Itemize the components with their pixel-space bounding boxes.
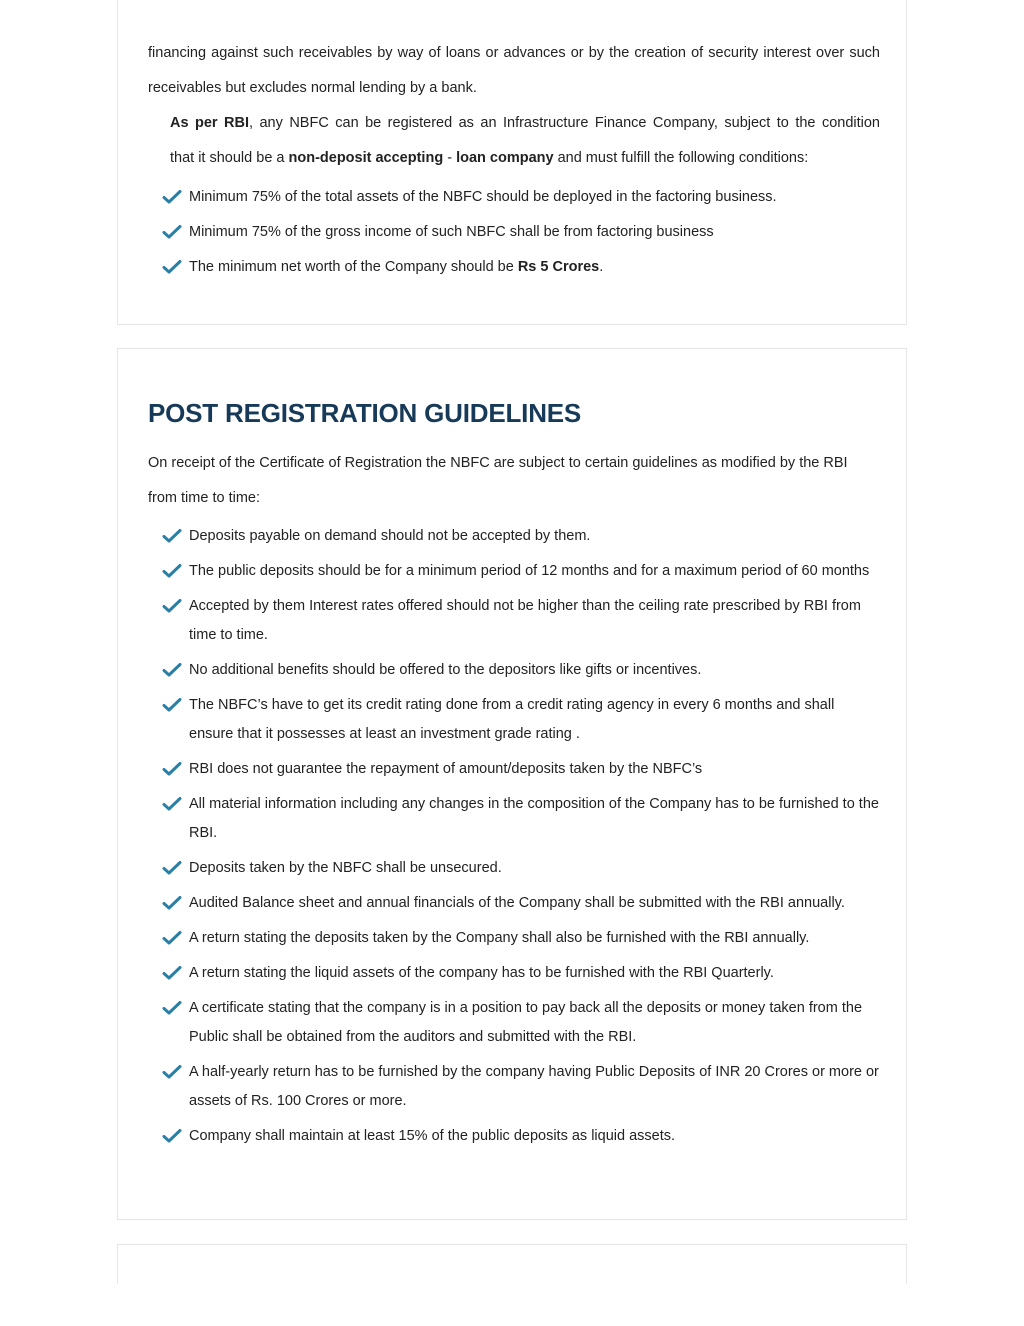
networth-text: The minimum net worth of the Company should be bbox=[189, 259, 518, 275]
check-icon bbox=[162, 224, 182, 240]
list-item bbox=[162, 755, 882, 784]
networth-amount: Rs 5 Crores bbox=[517, 259, 600, 275]
check-icon bbox=[162, 598, 182, 614]
list-item bbox=[162, 691, 882, 749]
conditions-list bbox=[162, 183, 882, 288]
condition-text: Minimum 75% of the total assets of the NBFC should be deployed in the factoring business. bbox=[189, 189, 777, 205]
check-icon bbox=[162, 965, 182, 981]
list-item bbox=[162, 656, 882, 685]
list-item bbox=[162, 994, 882, 1052]
check-icon bbox=[162, 259, 182, 275]
rbi-text-1: , any NBFC can be registered as an Infrastructure Finance Company, subject to the condition bbox=[249, 115, 880, 131]
list-item bbox=[162, 522, 882, 551]
rbi-bold: As per RBI bbox=[170, 115, 249, 131]
guideline-text: No additional benefits should be offered to the depositors like gifts or incentives. bbox=[189, 662, 702, 678]
check-icon bbox=[162, 860, 182, 876]
check-icon bbox=[162, 528, 182, 544]
list-item bbox=[162, 218, 882, 247]
check-icon bbox=[162, 563, 182, 579]
guideline-text: A return stating the deposits taken by the Company shall also be furnished with the RBI annually. bbox=[189, 930, 810, 946]
guideline-text: Audited Balance sheet and annual financials of the Company shall be submitted with the RBI annually. bbox=[189, 895, 845, 911]
guideline-text: Deposits payable on demand should not be accepted by them. bbox=[189, 528, 591, 544]
guideline-text: Accepted by them Interest rates offered should not be higher than the ceiling rate prescribed by RBI from time to time. bbox=[189, 598, 861, 643]
check-icon bbox=[162, 662, 182, 678]
check-icon bbox=[162, 1000, 182, 1016]
list-item bbox=[162, 1122, 882, 1151]
guideline-text: The NBFC’s have to get its credit rating done from a credit rating agency in every 6 months and shall ensure that it possesses at least an investment grade rating . bbox=[189, 697, 835, 742]
guideline-text: All material information including any changes in the composition of the Company has to be furnished to the RBI. bbox=[189, 796, 879, 841]
intro-line-1: financing against such receivables by way of loans or advances or by the creation of security interest over such bbox=[148, 45, 880, 61]
rbi-text-2: that it should be a bbox=[170, 150, 289, 166]
list-item bbox=[162, 924, 882, 953]
guideline-text: Deposits taken by the NBFC shall be unsecured. bbox=[189, 860, 502, 876]
guideline-text: A certificate stating that the company is in a position to pay back all the deposits or money taken from the Public shall be obtained from the auditors and submitted with the RBI. bbox=[189, 1000, 863, 1045]
list-item bbox=[162, 854, 882, 883]
list-item bbox=[162, 183, 882, 212]
guidelines-intro-line-2: from time to time: bbox=[148, 490, 260, 506]
networth-end: . bbox=[599, 259, 604, 275]
check-icon bbox=[162, 189, 182, 205]
guideline-text: A return stating the liquid assets of the company has to be furnished with the RBI Quarterly. bbox=[189, 965, 774, 981]
section-card-post-registration bbox=[117, 348, 907, 1220]
check-icon bbox=[162, 697, 182, 713]
check-icon bbox=[162, 1128, 182, 1144]
check-icon bbox=[162, 895, 182, 911]
section-card-next bbox=[117, 1244, 907, 1284]
guideline-text: A half-yearly return has to be furnished by the company having Public Deposits of INR 20 Crores or more or assets of Rs. 100 Crores or more. bbox=[189, 1064, 879, 1109]
guidelines-list bbox=[162, 522, 882, 1157]
intro-line-2: receivables but excludes normal lending by a bank. bbox=[148, 80, 477, 96]
check-icon bbox=[162, 930, 182, 946]
section-title: POST REGISTRATION GUIDELINES bbox=[148, 398, 582, 428]
list-item bbox=[162, 959, 882, 988]
guideline-text: RBI does not guarantee the repayment of amount/deposits taken by the NBFC’s bbox=[189, 761, 703, 777]
check-icon bbox=[162, 761, 182, 777]
list-item bbox=[162, 1058, 882, 1116]
list-item bbox=[162, 253, 882, 282]
guidelines-intro-line-1: On receipt of the Certificate of Registration the NBFC are subject to certain guidelines as modified by the RBI bbox=[148, 455, 848, 471]
list-item bbox=[162, 790, 882, 848]
rbi-separator: - bbox=[443, 150, 457, 166]
list-item bbox=[162, 889, 882, 918]
section-card-factoring bbox=[117, 0, 907, 325]
rbi-paragraph-line-2 bbox=[170, 141, 880, 176]
guideline-text: The public deposits should be for a minimum period of 12 months and for a maximum period of 60 months bbox=[189, 563, 870, 579]
list-item bbox=[162, 557, 882, 586]
check-icon bbox=[162, 1064, 182, 1080]
non-deposit-bold: non-deposit accepting bbox=[288, 150, 444, 166]
guideline-text: Company shall maintain at least 15% of the public deposits as liquid assets. bbox=[189, 1128, 676, 1144]
rbi-paragraph-line-1 bbox=[170, 106, 880, 141]
condition-text: Minimum 75% of the gross income of such NBFC shall be from factoring business bbox=[189, 224, 714, 240]
rbi-text-3: and must fulfill the following conditions: bbox=[553, 150, 809, 166]
loan-company-bold: loan company bbox=[456, 150, 554, 166]
list-item bbox=[162, 592, 882, 650]
check-icon bbox=[162, 796, 182, 812]
